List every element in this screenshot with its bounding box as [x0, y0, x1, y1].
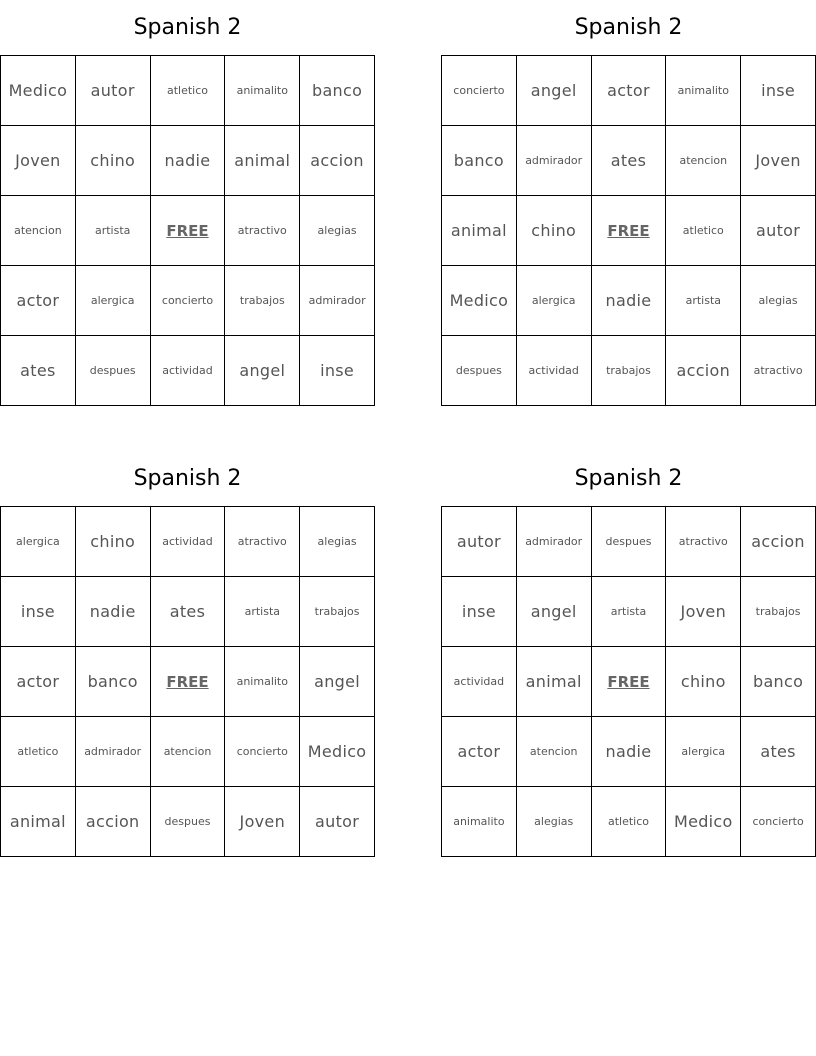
bingo-cell: accion — [300, 126, 375, 196]
bingo-cell: animal — [225, 126, 300, 196]
free-space-cell: FREE — [151, 647, 226, 717]
bingo-cell: banco — [300, 56, 375, 126]
bingo-cell: animal — [1, 787, 76, 857]
bingo-cell: nadie — [151, 126, 226, 196]
bingo-cell: inse — [741, 56, 816, 126]
bingo-cell: animalito — [225, 56, 300, 126]
bingo-cell: atencion — [151, 717, 226, 787]
bingo-cell: nadie — [76, 577, 151, 647]
bingo-grid — [0, 55, 375, 406]
bingo-cell: alegias — [300, 507, 375, 577]
bingo-cell: despues — [76, 336, 151, 406]
bingo-grid — [441, 55, 816, 406]
bingo-cell: actividad — [517, 336, 592, 406]
bingo-cell: alergica — [517, 266, 592, 336]
bingo-cell: atencion — [517, 717, 592, 787]
bingo-cell: Joven — [666, 577, 741, 647]
bingo-cell: alegias — [517, 787, 592, 857]
bingo-cell: trabajos — [741, 577, 816, 647]
bingo-cell: alergica — [76, 266, 151, 336]
bingo-cell: actividad — [151, 507, 226, 577]
bingo-cell: admirador — [517, 126, 592, 196]
bingo-cell: angel — [517, 577, 592, 647]
bingo-cell: concierto — [442, 56, 517, 126]
bingo-cell: angel — [300, 647, 375, 717]
bingo-cell: Medico — [1, 56, 76, 126]
bingo-cell: atractivo — [741, 336, 816, 406]
bingo-cell: chino — [517, 196, 592, 266]
bingo-cell: inse — [300, 336, 375, 406]
bingo-cell: angel — [225, 336, 300, 406]
bingo-cell: artista — [76, 196, 151, 266]
bingo-cell: inse — [1, 577, 76, 647]
bingo-cell: banco — [76, 647, 151, 717]
bingo-cell: autor — [300, 787, 375, 857]
bingo-cell: animalito — [225, 647, 300, 717]
bingo-cell: Joven — [741, 126, 816, 196]
bingo-cell: admirador — [76, 717, 151, 787]
bingo-cell: despues — [151, 787, 226, 857]
bingo-cell: angel — [517, 56, 592, 126]
bingo-cell: autor — [741, 196, 816, 266]
bingo-cell: ates — [1, 336, 76, 406]
bingo-cell: Joven — [1, 126, 76, 196]
bingo-cell: artista — [225, 577, 300, 647]
bingo-cell: actividad — [442, 647, 517, 717]
bingo-cell: admirador — [517, 507, 592, 577]
bingo-cell: Joven — [225, 787, 300, 857]
bingo-cell: chino — [666, 647, 741, 717]
bingo-cell: actor — [1, 647, 76, 717]
bingo-cell: chino — [76, 126, 151, 196]
bingo-cell: atletico — [1, 717, 76, 787]
card-title: Spanish 2 — [574, 466, 683, 491]
free-space-cell: FREE — [592, 196, 667, 266]
card-title: Spanish 2 — [133, 466, 242, 491]
bingo-cell: admirador — [300, 266, 375, 336]
bingo-cell: Medico — [300, 717, 375, 787]
bingo-cell: chino — [76, 507, 151, 577]
bingo-cell: atractivo — [225, 507, 300, 577]
bingo-cell: atletico — [666, 196, 741, 266]
bingo-cell: artista — [592, 577, 667, 647]
bingo-cell: Medico — [442, 266, 517, 336]
bingo-cell: banco — [442, 126, 517, 196]
bingo-cell: accion — [76, 787, 151, 857]
bingo-cell: atractivo — [666, 507, 741, 577]
card-title: Spanish 2 — [133, 15, 242, 40]
bingo-cell: concierto — [741, 787, 816, 857]
bingo-cell: animalito — [442, 787, 517, 857]
bingo-cell: actor — [592, 56, 667, 126]
bingo-grid — [0, 506, 375, 857]
bingo-cell: ates — [592, 126, 667, 196]
bingo-cell: atencion — [666, 126, 741, 196]
bingo-cell: alegias — [300, 196, 375, 266]
bingo-cell: atletico — [151, 56, 226, 126]
bingo-cell: animal — [442, 196, 517, 266]
bingo-cell: concierto — [151, 266, 226, 336]
bingo-cell: despues — [442, 336, 517, 406]
bingo-cell: autor — [442, 507, 517, 577]
bingo-cell: concierto — [225, 717, 300, 787]
bingo-cell: trabajos — [592, 336, 667, 406]
bingo-cell: animalito — [666, 56, 741, 126]
bingo-grid — [441, 506, 816, 857]
bingo-cell: despues — [592, 507, 667, 577]
bingo-cell: animal — [517, 647, 592, 717]
bingo-cell: atencion — [1, 196, 76, 266]
bingo-cell: artista — [666, 266, 741, 336]
bingo-cell: actor — [442, 717, 517, 787]
bingo-cell: actividad — [151, 336, 226, 406]
bingo-cell: actor — [1, 266, 76, 336]
bingo-cell: banco — [741, 647, 816, 717]
bingo-cell: inse — [442, 577, 517, 647]
bingo-cell: ates — [741, 717, 816, 787]
bingo-cell: alergica — [1, 507, 76, 577]
bingo-cell: trabajos — [300, 577, 375, 647]
bingo-cell: alegias — [741, 266, 816, 336]
bingo-cell: accion — [741, 507, 816, 577]
card-title: Spanish 2 — [574, 15, 683, 40]
bingo-cell: ates — [151, 577, 226, 647]
bingo-cell: atractivo — [225, 196, 300, 266]
bingo-cell: accion — [666, 336, 741, 406]
bingo-cell: nadie — [592, 266, 667, 336]
bingo-cell: atletico — [592, 787, 667, 857]
bingo-cell: Medico — [666, 787, 741, 857]
bingo-cell: nadie — [592, 717, 667, 787]
bingo-cell: autor — [76, 56, 151, 126]
bingo-cell: trabajos — [225, 266, 300, 336]
bingo-cell: alergica — [666, 717, 741, 787]
free-space-cell: FREE — [592, 647, 667, 717]
free-space-cell: FREE — [151, 196, 226, 266]
